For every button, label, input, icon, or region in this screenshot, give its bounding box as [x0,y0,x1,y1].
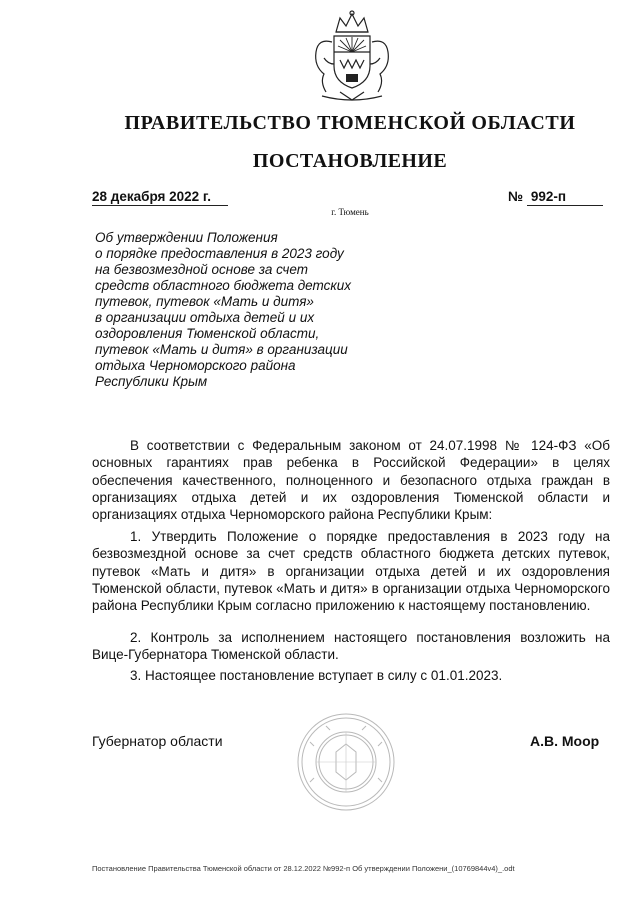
coat-of-arms-emblem [300,8,404,112]
number-label: № [508,189,524,204]
clause-1-paragraph [92,528,610,614]
document-date: 28 декабря 2022 г. [92,189,228,206]
signatory-name: А.В. Моор [530,733,600,749]
document-number [508,189,603,206]
subject-line: отдыха Черноморского района [95,358,296,373]
document-type-title: ПОСТАНОВЛЕНИЕ [252,150,448,172]
subject-line: о порядке предоставления в 2023 году [95,246,344,261]
subject-line: Об утверждении Положения [95,230,278,245]
subject-line: в организации отдыха детей и их [95,310,315,325]
paragraph-text: 1. Утвердить Положение о порядке предоставления в 2023 году на безвозмездной основе за счет средств областного бюджета детских путевок, путевок «Мать и дитя» в организации отдыха детей и их оздоровления Тюменской области, путевок «Мать и дитя» в организации отдыха Черноморского района Республики Крым согласно приложению к настоящему постановлению. [92,529,610,614]
city-label: г. Тюмень [331,207,369,217]
number-value: 992-п [527,189,603,206]
paragraph-text: 3. Настоящее постановление вступает в силу с 01.01.2023. [130,668,503,683]
subject-line: путевок «Мать и дитя» в организации [95,342,348,357]
subject-line: Республики Крым [95,374,208,389]
organization-title: ПРАВИТЕЛЬСТВО ТЮМЕНСКОЙ ОБЛАСТИ [124,112,576,134]
subject-line: средств областного бюджета детских [95,278,351,293]
page-footer: Постановление Правительства Тюменской области от 28.12.2022 №992-п Об утверждении Положени_(10769844v4)_.odt [92,864,515,873]
clause-3-paragraph [92,667,610,684]
clause-2-paragraph [92,629,610,664]
subject-line: на безвозмездной основе за счет [95,262,309,277]
subject-line: оздоровления Тюменской области, [95,326,320,341]
subject-line: путевок, путевок «Мать и дитя» [95,294,314,309]
preamble-paragraph [92,437,610,523]
official-seal-icon [296,712,396,812]
paragraph-text: В соответствии с Федеральным законом от 24.07.1998 № 124-ФЗ «Об основных гарантиях прав ребенка в Российской Федерации» в целях обеспечения качественного, полноценного и безопасного отдыха граждан в организациях отдыха детей и их оздоровления Тюменской области и организациях отдыха Черноморского района Республики Крым: [92,438,610,523]
paragraph-text: 2. Контроль за исполнением настоящего постановления возложить на Вице-Губернатора Тюменской области. [92,630,610,663]
signatory-title: Губернатор области [92,733,223,749]
document-subject [95,230,351,390]
